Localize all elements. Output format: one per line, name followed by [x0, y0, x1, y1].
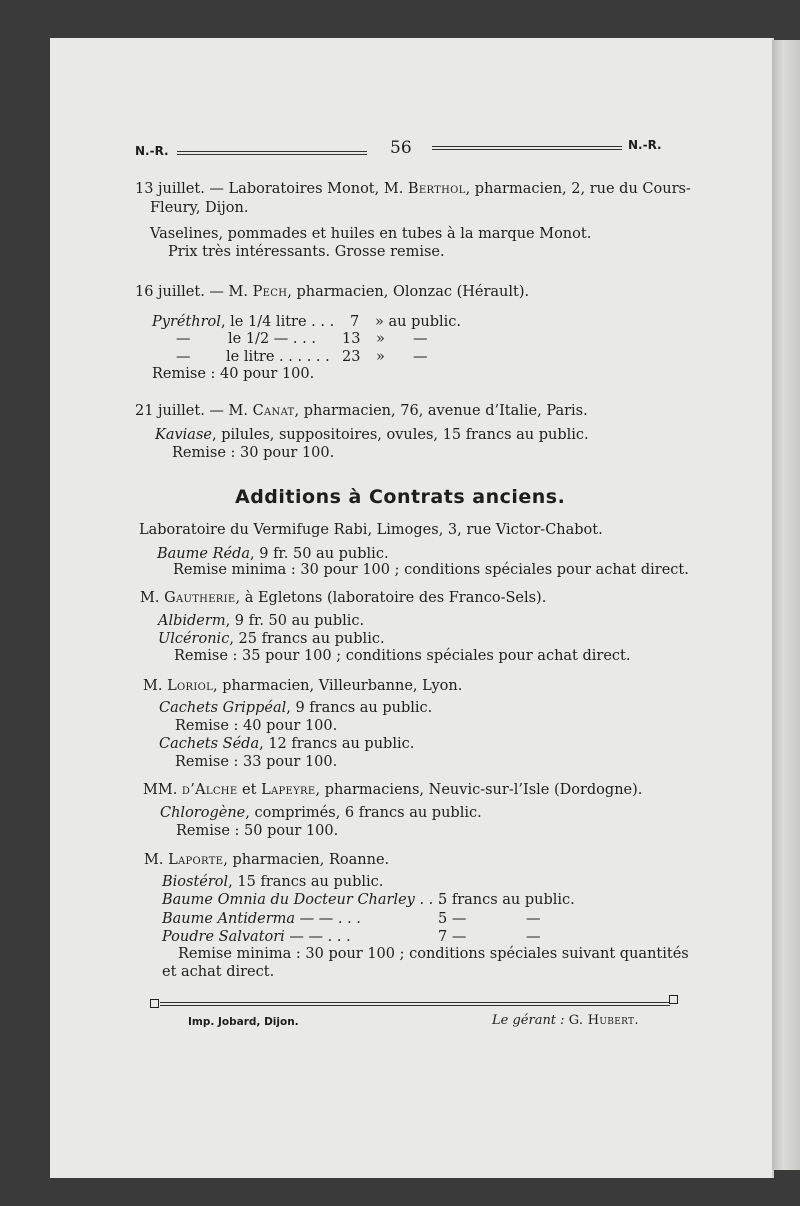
entry-21-remise: Remise : 30 pour 100. [172, 445, 335, 461]
laporte-line: M. Laporte, pharmacien, Roanne. [144, 852, 390, 868]
entry-16-remise: Remise : 40 pour 100. [152, 366, 315, 382]
rabi-product: Baume Réda, 9 fr. 50 au public. [157, 546, 389, 562]
laporte-row1-product: Baume Omnia du Docteur Charley . . . [162, 892, 443, 908]
entry-21-product: Kaviase, pilules, suppositoires, ovules, 15 francs au public. [155, 427, 589, 443]
entry-16-row1: Pyréthrol, le 1/4 litre . . . [152, 314, 335, 330]
footer-rule-right-end [669, 995, 678, 1004]
entry-16-row3-extra: — [413, 349, 428, 365]
laporte-remise2: et achat direct. [162, 964, 275, 980]
laporte-row3-extra: — [526, 929, 541, 945]
entry-16-row3-desc: le litre . . . . . . [226, 349, 330, 365]
section-title: Additions à Contrats anciens. [235, 486, 566, 508]
laporte-row2-product: Baume Antiderma — — . . . [162, 911, 361, 927]
footer-rule [160, 1002, 670, 1006]
gautherie-remise: Remise : 35 pour 100 ; conditions spéciales pour achat direct. [174, 648, 631, 664]
page-edge [772, 40, 800, 1170]
entry-16-row2-extra: — [413, 331, 428, 347]
entry-16-line1: 16 juillet. — M. Pech, pharmacien, Olonzac (Hérault). [135, 284, 530, 300]
gautherie-p1: Albiderm, 9 fr. 50 au public. [158, 613, 365, 629]
entry-13-desc2: Prix très intéressants. Grosse remise. [168, 244, 445, 260]
header-rule-right [432, 146, 622, 150]
entry-16-row1-price: 7 [350, 314, 360, 330]
header-rule-left [177, 151, 367, 155]
entry-16-row1-unit: » au public. [375, 314, 461, 330]
laporte-row3-price: 7 — [438, 929, 467, 945]
entry-13-desc1: Vaselines, pommades et huiles en tubes à la marque Monot. [150, 226, 592, 242]
laporte-row2-price: 5 — [438, 911, 467, 927]
entry-16-row3-ditto: — [176, 349, 191, 365]
dalche-product: Chlorogène, comprimés, 6 francs au public. [160, 805, 482, 821]
laporte-row1-price: 5 francs au public. [438, 892, 575, 908]
laporte-row2-extra: — [526, 911, 541, 927]
entry-16-row3-price: 23 [342, 349, 361, 365]
entry-16-row3-unit: » [376, 349, 385, 365]
gautherie-p2: Ulcéronic, 25 francs au public. [158, 631, 385, 647]
rabi-remise: Remise minima : 30 pour 100 ; conditions spéciales pour achat direct. [173, 562, 689, 578]
entry-16-row2-price: 13 [342, 331, 361, 347]
header-right: N.-R. [628, 138, 662, 152]
entry-16-row2-unit: » [376, 331, 385, 347]
dalche-remise: Remise : 50 pour 100. [176, 823, 339, 839]
gautherie-line: M. Gautherie, à Egletons (laboratoire des Franco-Sels). [140, 590, 547, 606]
footer-rule-left-end [150, 999, 159, 1008]
entry-13-line1: 13 juillet. — Laboratoires Monot, M. Berthol, pharmacien, 2, rue du Cours- [135, 181, 691, 197]
entry-16-row2-desc: le 1/2 — . . . [228, 331, 316, 347]
loriol-p1: Cachets Grippéal, 9 francs au public. [159, 700, 433, 716]
loriol-remise2: Remise : 33 pour 100. [175, 754, 338, 770]
entry-13-line2: Fleury, Dijon. [150, 200, 249, 216]
dalche-line: MM. d’Alche et Lapeyre, pharmaciens, Neuvic-sur-l’Isle (Dordogne). [143, 782, 643, 798]
laporte-row3-product: Poudre Salvatori — — . . . [162, 929, 351, 945]
entry-21-line1: 21 juillet. — M. Canat, pharmacien, 76, avenue d’Italie, Paris. [135, 403, 588, 419]
printer-credit: Imp. Jobard, Dijon. [188, 1016, 299, 1028]
gerant: Le gérant : G. Hubert. [492, 1013, 639, 1028]
loriol-remise1: Remise : 40 pour 100. [175, 718, 338, 734]
rabi-line: Laboratoire du Vermifuge Rabi, Limoges, 3, rue Victor-Chabot. [139, 522, 603, 538]
loriol-p2: Cachets Séda, 12 francs au public. [159, 736, 415, 752]
laporte-remise1: Remise minima : 30 pour 100 ; conditions spéciales suivant quantités [178, 946, 689, 962]
loriol-line: M. Loriol, pharmacien, Villeurbanne, Lyon. [143, 678, 463, 694]
page-number: 56 [390, 138, 412, 158]
entry-16-row2-ditto: — [176, 331, 191, 347]
laporte-p1: Biostérol, 15 francs au public. [162, 874, 384, 890]
header-left: N.-R. [135, 144, 169, 158]
